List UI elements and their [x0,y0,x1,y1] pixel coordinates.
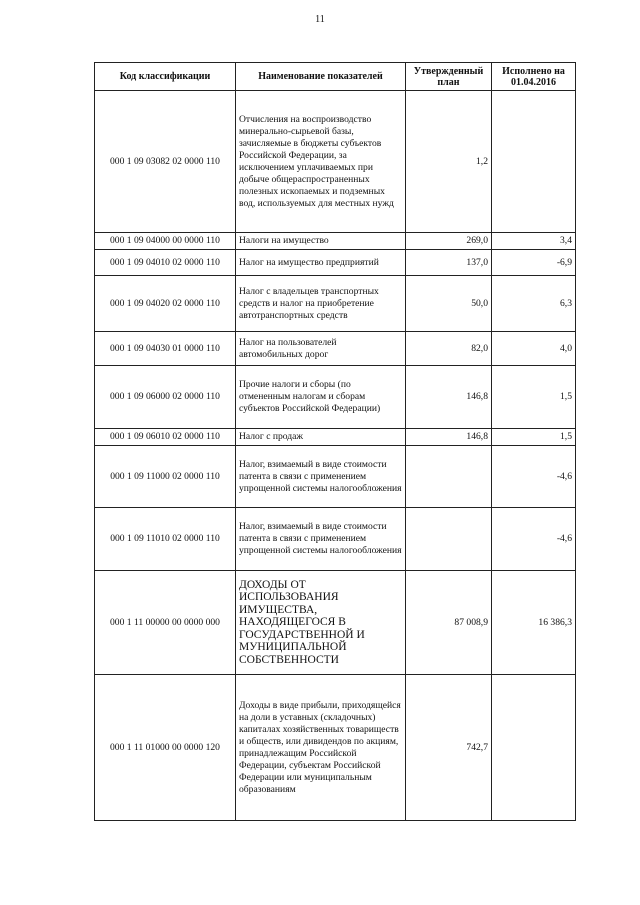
row-done [492,91,576,233]
row-plan: 146,8 [406,366,492,429]
row-code: 000 1 09 11010 02 0000 110 [95,508,236,571]
row-plan [406,508,492,571]
row-plan: 146,8 [406,429,492,446]
table-row [95,429,576,446]
row-code: 000 1 11 01000 00 0000 120 [95,675,236,821]
row-code: 000 1 09 06000 02 0000 110 [95,366,236,429]
row-name: ДОХОДЫ ОТ ИСПОЛЬЗОВАНИЯ ИМУЩЕСТВА, НАХОДЯЩЕГОСЯ В ГОСУДАРСТВЕННОЙ И МУНИЦИПАЛЬНОЙ СОБСТВЕННОСТИ [236,571,406,675]
row-plan: 82,0 [406,332,492,366]
row-plan [406,446,492,508]
row-done: 4,0 [492,332,576,366]
table-row [95,276,576,332]
row-name: Налог на имущество предприятий [236,250,406,276]
table-row [95,508,576,571]
row-plan: 742,7 [406,675,492,821]
table-row [95,91,576,233]
row-name: Отчисления на воспроизводство минерально-сырьевой базы, зачисляемые в бюджеты субъектов Российской Федерации, за исключением уплачиваемых при добыче общераспространенных полезных ископаемых и подземных вод, используемых для местных нужд [236,91,406,233]
row-done: 1,5 [492,429,576,446]
header-code: Код классификации [95,63,236,91]
header-name: Наименование показателей [236,63,406,91]
row-done: 1,5 [492,366,576,429]
budget-table [94,62,576,821]
table-row [95,250,576,276]
header-done: Исполнено на 01.04.2016 [492,63,576,91]
row-name: Налог с продаж [236,429,406,446]
row-name: Налог на пользователей автомобильных дорог [236,332,406,366]
row-plan: 137,0 [406,250,492,276]
row-name: Налог, взимаемый в виде стоимости патента в связи с применением упрощенной системы налогообложения [236,508,406,571]
row-done: -4,6 [492,446,576,508]
row-code: 000 1 09 06010 02 0000 110 [95,429,236,446]
row-code: 000 1 09 04000 00 0000 110 [95,233,236,250]
table-header-row [95,63,576,91]
row-done: 16 386,3 [492,571,576,675]
header-plan: Утвержденный план [406,63,492,91]
row-plan: 269,0 [406,233,492,250]
row-name: Прочие налоги и сборы (по отмененным налогам и сборам субъектов Российской Федерации) [236,366,406,429]
row-name: Налог, взимаемый в виде стоимости патента в связи с применением упрощенной системы налогообложения [236,446,406,508]
row-done: 6,3 [492,276,576,332]
row-code: 000 1 09 03082 02 0000 110 [95,91,236,233]
row-done: -4,6 [492,508,576,571]
table-row [95,571,576,675]
row-name: Доходы в виде прибыли, приходящейся на доли в уставных (складочных) капиталах хозяйственных товариществ и обществ, или дивидендов по акциям, принадлежащим Российской Федерации, субъектам Российской Федерации или муниципальным образованиям [236,675,406,821]
row-code: 000 1 09 04020 02 0000 110 [95,276,236,332]
row-done: 3,4 [492,233,576,250]
row-code: 000 1 09 11000 02 0000 110 [95,446,236,508]
table-row [95,233,576,250]
row-code: 000 1 09 04010 02 0000 110 [95,250,236,276]
row-done [492,675,576,821]
row-plan: 87 008,9 [406,571,492,675]
row-code: 000 1 09 04030 01 0000 110 [95,332,236,366]
table-row [95,446,576,508]
row-name: Налог с владельцев транспортных средств и налог на приобретение автотранспортных средств [236,276,406,332]
row-plan: 50,0 [406,276,492,332]
table-row [95,332,576,366]
table-row [95,366,576,429]
page-number: 11 [315,14,325,25]
table-row [95,675,576,821]
row-plan: 1,2 [406,91,492,233]
row-name: Налоги на имущество [236,233,406,250]
row-done: -6,9 [492,250,576,276]
row-code: 000 1 11 00000 00 0000 000 [95,571,236,675]
